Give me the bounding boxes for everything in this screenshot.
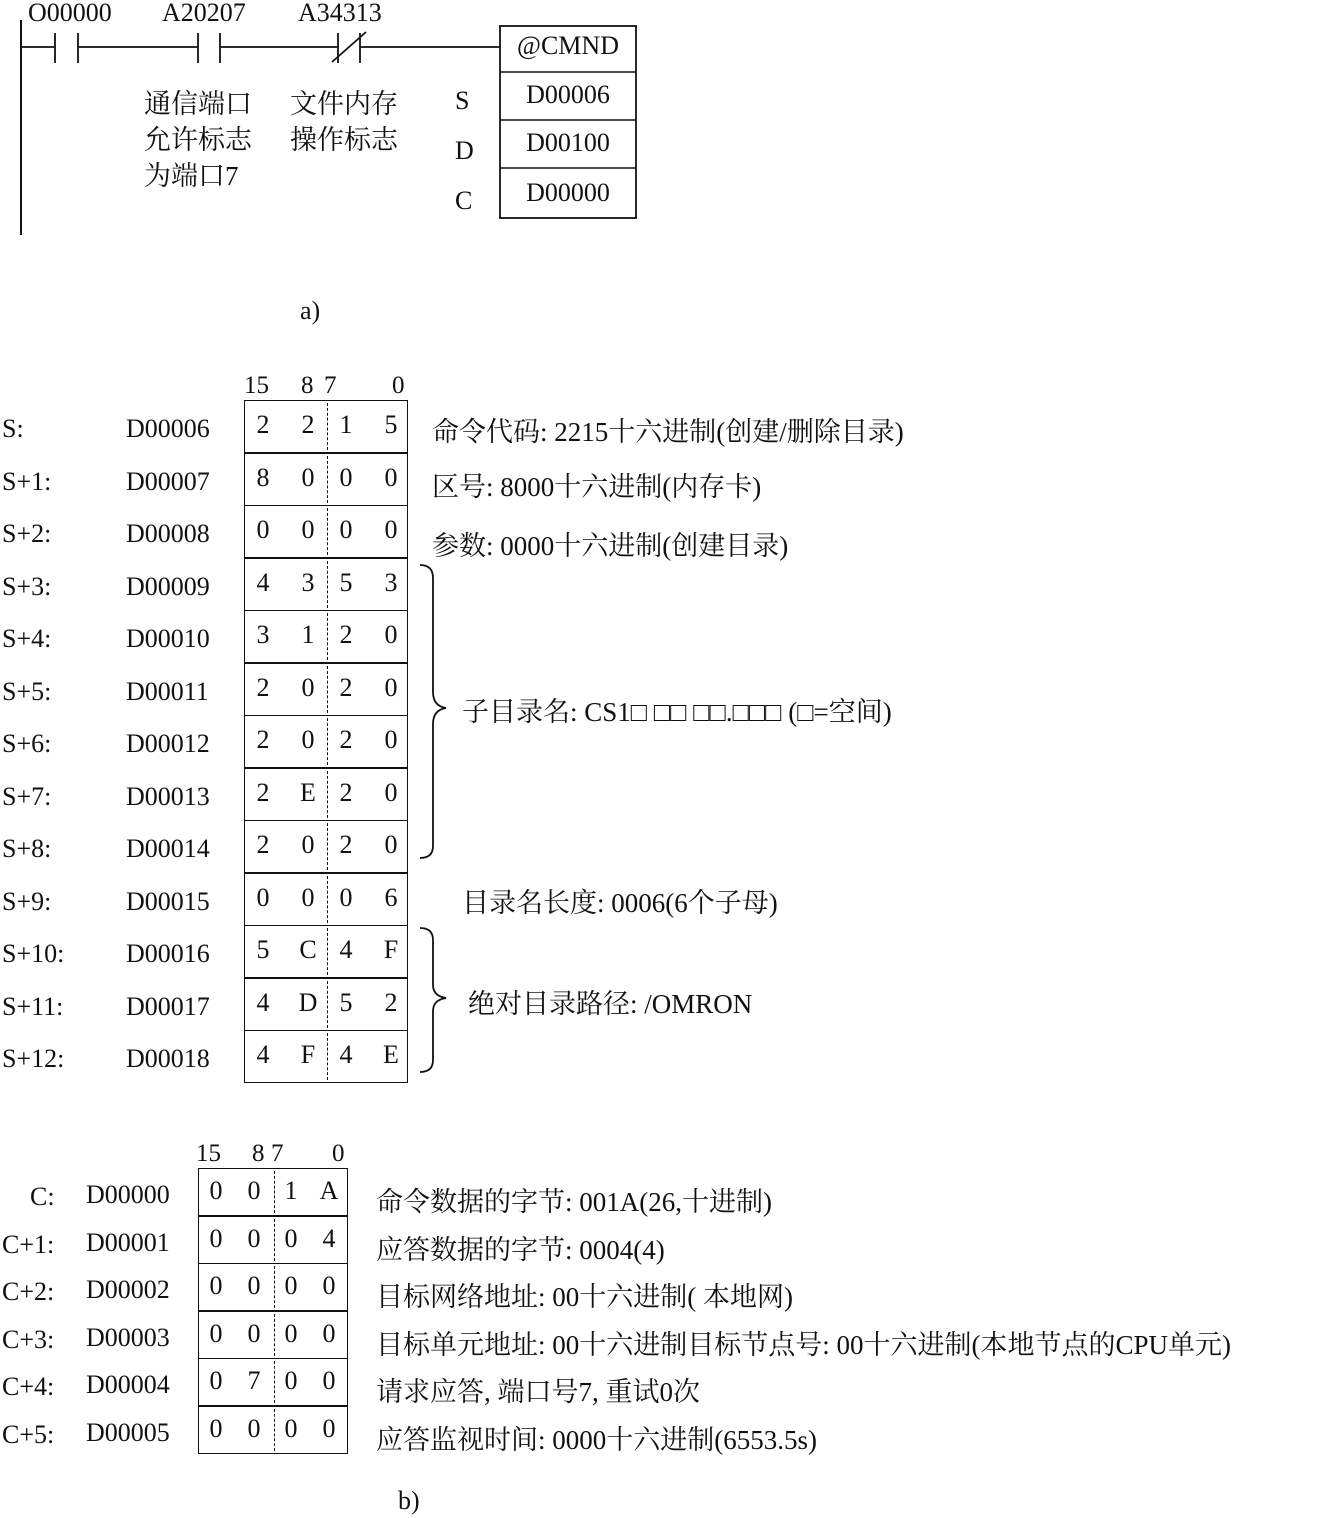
s-nibble: 2 [339, 620, 353, 649]
s-row-address: D00014 [126, 834, 210, 863]
s-nibble: 2 [339, 725, 353, 754]
c-row-label: C: [30, 1182, 55, 1211]
s-nibble: 5 [384, 410, 398, 439]
s-row-address: D00016 [126, 939, 210, 968]
s-row-address: D00012 [126, 729, 210, 758]
s-desc-dir-len: 目录名长度: 0006(6个子母) [462, 888, 778, 918]
s-nibble: 8 [256, 462, 270, 492]
brace-abs-path [420, 928, 446, 1072]
s-row-address: D00010 [126, 624, 210, 653]
s-nibble: 3 [256, 620, 270, 649]
operand-c-value: D00000 [526, 178, 610, 207]
operand-s-label: S [455, 86, 470, 115]
c-row-description: 请求应答, 端口号7, 重试0次 [376, 1377, 700, 1407]
s-nibble: 0 [384, 725, 398, 754]
c-row-label: C+3: [2, 1324, 55, 1354]
s-nibble: 4 [256, 987, 270, 1017]
c-nibble: 0 [284, 1366, 298, 1395]
c-row-description: 目标单元地址: 00十六进制目标节点号: 00十六进制(本地节点的CPU单元) [376, 1329, 1232, 1360]
s-nibble: 2 [256, 725, 270, 754]
instruction-name: @CMND [517, 31, 619, 60]
s-row-address: D00008 [126, 519, 210, 548]
s-nibble: 2 [256, 777, 270, 807]
c-nibble: 0 [284, 1318, 298, 1348]
s-nibble: 0 [384, 620, 398, 649]
brace-subdir-name [420, 565, 446, 858]
s-desc-param: 参数: 0000十六进制(创建目录) [432, 531, 789, 561]
s-row-label: S+12: [2, 1044, 65, 1073]
s-nibble: 2 [339, 672, 353, 702]
c-row-label: C+1: [2, 1229, 55, 1259]
c-row-byte-divider [274, 1219, 275, 1261]
s-nibble: 0 [256, 882, 270, 912]
c-row-label: C+2: [2, 1277, 55, 1306]
c-nibble: 0 [209, 1413, 223, 1443]
s-nibble: 5 [256, 935, 270, 964]
contact-address-2: A20207 [162, 0, 246, 27]
s-nibble: E [383, 1040, 399, 1069]
s-nibble: 2 [256, 672, 270, 702]
s-nibble: 0 [384, 777, 398, 807]
s-nibble: 4 [339, 935, 353, 964]
contact-address-1: O00000 [28, 0, 112, 27]
s-nibble: 2 [339, 830, 353, 859]
s-nibble: 3 [384, 567, 398, 597]
operand-d-label: D [455, 136, 474, 165]
c-row-label: C+4: [2, 1372, 55, 1401]
contact-2-desc-line1: 通信端口 [144, 89, 252, 119]
s-nibble: 1 [301, 620, 315, 649]
c-bit-15: 15 [196, 1140, 221, 1167]
s-nibble: 2 [339, 777, 353, 807]
s-nibble: 0 [301, 462, 315, 492]
s-nibble: 4 [256, 567, 270, 597]
s-nibble: 5 [339, 567, 353, 597]
contact-3-desc-line2: 操作标志 [290, 125, 398, 155]
contact-2-desc-line2: 允许标志 [144, 125, 252, 155]
c-nibble: 0 [209, 1271, 223, 1300]
c-nibble: 0 [209, 1318, 223, 1348]
c-row-byte-divider [274, 1171, 275, 1213]
c-nibble: 0 [322, 1318, 336, 1348]
s-nibble: 3 [301, 567, 315, 597]
contact-3-desc-line1: 文件内存 [290, 89, 398, 119]
s-nibble: 0 [301, 830, 315, 859]
s-nibble: C [299, 935, 317, 964]
s-bit-7: 7 [324, 372, 337, 399]
c-nibble: 4 [322, 1223, 336, 1253]
s-desc-abs-path: 绝对目录路径: /OMRON [468, 989, 753, 1019]
c-nibble: 7 [247, 1366, 261, 1395]
c-row-description: 目标网络地址: 00十六进制( 本地网) [376, 1282, 793, 1312]
s-row-label: S+7: [2, 781, 52, 811]
c-row-label: C+5: [2, 1419, 55, 1449]
c-row-address: D00001 [86, 1227, 170, 1257]
s-desc-cmd-code: 命令代码: 2215十六进制(创建/删除目录) [432, 417, 904, 447]
s-row-label: S+6: [2, 729, 52, 758]
operand-d-value: D00100 [526, 128, 610, 157]
caption-b: b) [398, 1486, 420, 1515]
s-nibble: 0 [301, 672, 315, 702]
c-row-address: D00004 [86, 1370, 170, 1399]
s-nibble: 2 [384, 987, 398, 1017]
s-row-label: S+11: [2, 991, 64, 1021]
s-row-address: D00007 [126, 466, 210, 496]
c-nibble: A [319, 1176, 339, 1205]
contact-2-desc-line3: 为端口7 [144, 161, 239, 191]
c-bit-7: 7 [271, 1140, 284, 1167]
c-nibble: 0 [209, 1223, 223, 1253]
s-row-label: S+5: [2, 676, 52, 706]
c-nibble: 0 [247, 1413, 261, 1443]
c-nibble: 0 [322, 1271, 336, 1300]
c-row-byte-divider [274, 1266, 275, 1308]
s-row-address: D00011 [126, 676, 209, 706]
c-nibble: 1 [284, 1176, 298, 1205]
s-nibble: 2 [256, 830, 270, 859]
s-desc-area: 区号: 8000十六进制(内存卡) [432, 472, 762, 502]
c-nibble: 0 [284, 1413, 298, 1443]
s-nibble: 4 [339, 1040, 353, 1069]
s-desc-subdir-name: 子目录名: CS1□ □□ □□.□□□ (□=空间) [462, 697, 892, 727]
s-nibble: F [300, 1040, 316, 1069]
s-nibble: 0 [301, 882, 315, 912]
c-row-description: 命令数据的字节: 001A(26,十进制) [376, 1187, 772, 1217]
braces [0, 0, 480, 1090]
c-nibble: 0 [209, 1176, 223, 1205]
caption-a: a) [300, 296, 321, 325]
s-bit-0: 0 [392, 372, 405, 399]
s-row-label: S+2: [2, 519, 52, 548]
c-row-byte-divider [274, 1314, 275, 1356]
s-row-label: S+8: [2, 834, 52, 863]
s-row-address: D00015 [126, 886, 210, 916]
s-bit-15: 15 [244, 372, 269, 399]
c-row-byte-divider [274, 1361, 275, 1403]
c-bit-0: 0 [332, 1140, 345, 1167]
contact-address-3: A34313 [298, 0, 382, 27]
s-bit-8: 8 [301, 372, 314, 399]
operand-c-label: C [455, 186, 473, 215]
c-nibble: 0 [322, 1366, 336, 1395]
c-row-address: D00002 [86, 1275, 170, 1304]
s-nibble: 6 [384, 882, 398, 912]
s-nibble: 2 [301, 410, 315, 439]
s-row-address: D00006 [126, 414, 210, 443]
c-nibble: 0 [247, 1176, 261, 1205]
s-row-label: S+1: [2, 466, 52, 496]
c-nibble: 0 [247, 1223, 261, 1253]
s-nibble: 0 [384, 830, 398, 859]
s-nibble: 0 [339, 462, 353, 492]
s-nibble: 0 [256, 515, 270, 544]
c-row-description: 应答监视时间: 0000十六进制(6553.5s) [376, 1424, 817, 1455]
s-nibble: 4 [256, 1040, 270, 1069]
c-row-address: D00000 [86, 1180, 170, 1209]
s-row-label: S: [2, 414, 24, 443]
s-nibble: 0 [384, 672, 398, 702]
c-row-address: D00003 [86, 1322, 170, 1352]
s-row-label: S+3: [2, 571, 52, 601]
operand-s-value: D00006 [526, 80, 610, 109]
s-nibble: D [298, 987, 318, 1017]
s-row-label: S+4: [2, 624, 52, 653]
s-nibble: 0 [301, 515, 315, 544]
c-row-byte-divider [274, 1409, 275, 1451]
c-bit-8: 8 [252, 1140, 265, 1167]
s-nibble: F [383, 935, 399, 964]
s-nibble: 1 [339, 410, 353, 439]
s-row-address: D00018 [126, 1044, 210, 1073]
s-row-label: S+10: [2, 939, 65, 968]
c-row-address: D00005 [86, 1417, 170, 1447]
s-row-address: D00013 [126, 781, 210, 811]
s-nibble: E [300, 777, 316, 807]
s-row-address: D00009 [126, 571, 210, 601]
c-nibble: 0 [209, 1366, 223, 1395]
c-nibble: 0 [322, 1413, 336, 1443]
c-nibble: 0 [284, 1271, 298, 1300]
c-row-description: 应答数据的字节: 0004(4) [376, 1234, 665, 1265]
s-row-label: S+9: [2, 886, 52, 916]
c-nibble: 0 [247, 1271, 261, 1300]
c-nibble: 0 [284, 1223, 298, 1253]
s-nibble: 0 [339, 882, 353, 912]
c-nibble: 0 [247, 1318, 261, 1348]
s-nibble: 2 [256, 410, 270, 439]
s-nibble: 0 [301, 725, 315, 754]
s-row-address: D00017 [126, 991, 210, 1021]
s-nibble: 0 [384, 462, 398, 492]
s-nibble: 5 [339, 987, 353, 1017]
s-nibble: 0 [384, 515, 398, 544]
s-nibble: 0 [339, 515, 353, 544]
